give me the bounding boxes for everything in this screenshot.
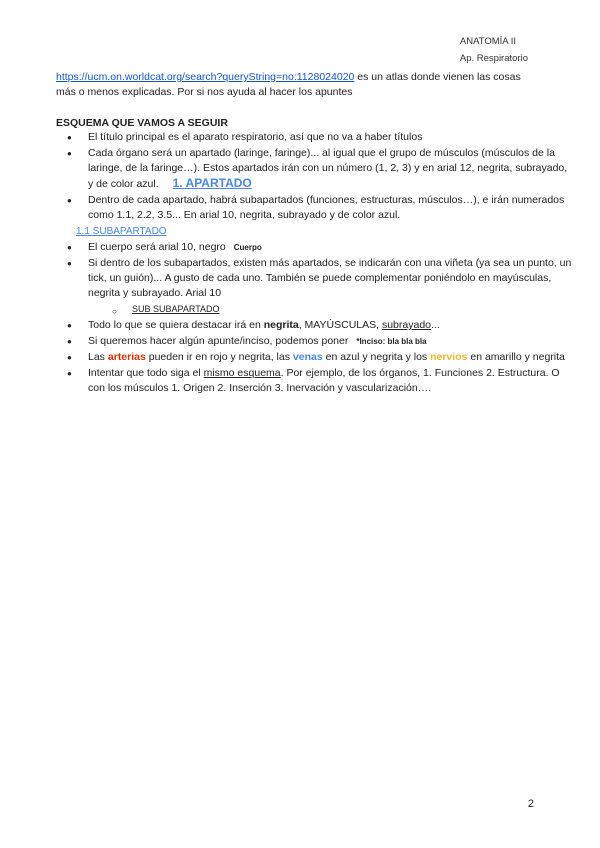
item-text: , MAYÚSCULAS, <box>298 319 382 331</box>
list-item <box>88 318 573 333</box>
item-text: Si dentro de los subapartados, existen más apartados, se indicarán con una viñeta (ya sea un punto, un tick, un guión)... A gusto de cada uno. También se puede complementar poniéndolo en mayúsculas, negrita y subrayado. Arial 10 <box>88 257 572 299</box>
item-text: en azul y negrita y los <box>322 351 431 363</box>
item-text: Intentar que todo siga el <box>88 367 204 379</box>
item-text: pueden ir en rojo y negrita, las <box>145 351 293 363</box>
section-title: ESQUEMA QUE VAMOS A SEGUIR <box>56 117 228 129</box>
nervios-sample: nervios <box>430 351 468 363</box>
list-item <box>88 146 573 192</box>
list-item <box>88 334 573 349</box>
intro-paragraph <box>56 70 536 100</box>
worldcat-link[interactable]: https://ucm.on.worldcat.org/search?queryString=no:1128024020 <box>56 71 355 83</box>
item-text: . Por ejemplo, de los órganos, 1. Funciones 2. Estructura. O con los músculos 1. Origen 2. Inserción 3. Inervación y vascularización…. <box>88 367 560 394</box>
page-number: 2 <box>527 798 534 810</box>
subapartado-example-row <box>76 224 573 239</box>
list-item <box>88 240 573 255</box>
item-text: Cada órgano será un apartado (laringe, faringe)... al igual que el grupo de músculos (músculos de la laringe, de la faringe…). Estos apartados irán con un número (1, 2, 3) y en arial 12, negrita, subrayado, y de color azul. <box>88 147 568 190</box>
intro-text: es un atlas donde vienen las cosas más o menos explicadas. Por si nos ayuda al hacer los apuntes <box>56 71 521 98</box>
list-item <box>88 366 573 396</box>
header-subject: ANATOMÍA II <box>459 36 517 47</box>
list-item <box>88 193 573 223</box>
bold-sample: negrita <box>263 319 299 331</box>
item-text: Si queremos hacer algún apunte/inciso, podemos poner <box>88 335 349 347</box>
list-item <box>88 350 573 365</box>
list-item <box>88 256 573 301</box>
cuerpo-sample: Cuerpo <box>233 243 262 252</box>
item-text: Dentro de cada apartado, habrá subapartados (funciones, estructuras, músculos…), e irán numerados como 1.1, 2.2, 3.5... En arial 10, negrita, subrayado y de color azul. <box>88 194 565 221</box>
item-text: en amarillo y negrita <box>467 351 565 363</box>
item-text: Todo lo que se quiera destacar irá en <box>88 319 264 331</box>
apartado-sample: 1. APARTADO <box>172 176 252 190</box>
list-item <box>88 130 573 145</box>
sub-subapartado-row <box>88 302 573 317</box>
sub-subapartado-sample: ○ SUB SUBAPARTADO <box>132 304 220 314</box>
inciso-sample: *Inciso: bla bla bla <box>356 337 427 346</box>
item-text: El cuerpo será arial 10, negro <box>88 241 226 253</box>
document-header <box>460 33 528 67</box>
underline-sample: mismo esquema <box>203 367 281 379</box>
subapartado-sample: 1.1 SUBAPARTADO <box>76 226 167 237</box>
item-text: El título principal es el aparato respiratorio, así que no va a haber títulos <box>88 131 423 143</box>
underline-sample: subrayado <box>381 319 432 331</box>
scheme-list <box>56 130 573 397</box>
arterias-sample: arterias <box>107 351 146 363</box>
venas-sample: venas <box>292 351 323 363</box>
item-text: ... <box>431 319 440 331</box>
item-text: Las <box>88 351 108 363</box>
header-topic: Ap. Respiratorio <box>459 53 528 64</box>
